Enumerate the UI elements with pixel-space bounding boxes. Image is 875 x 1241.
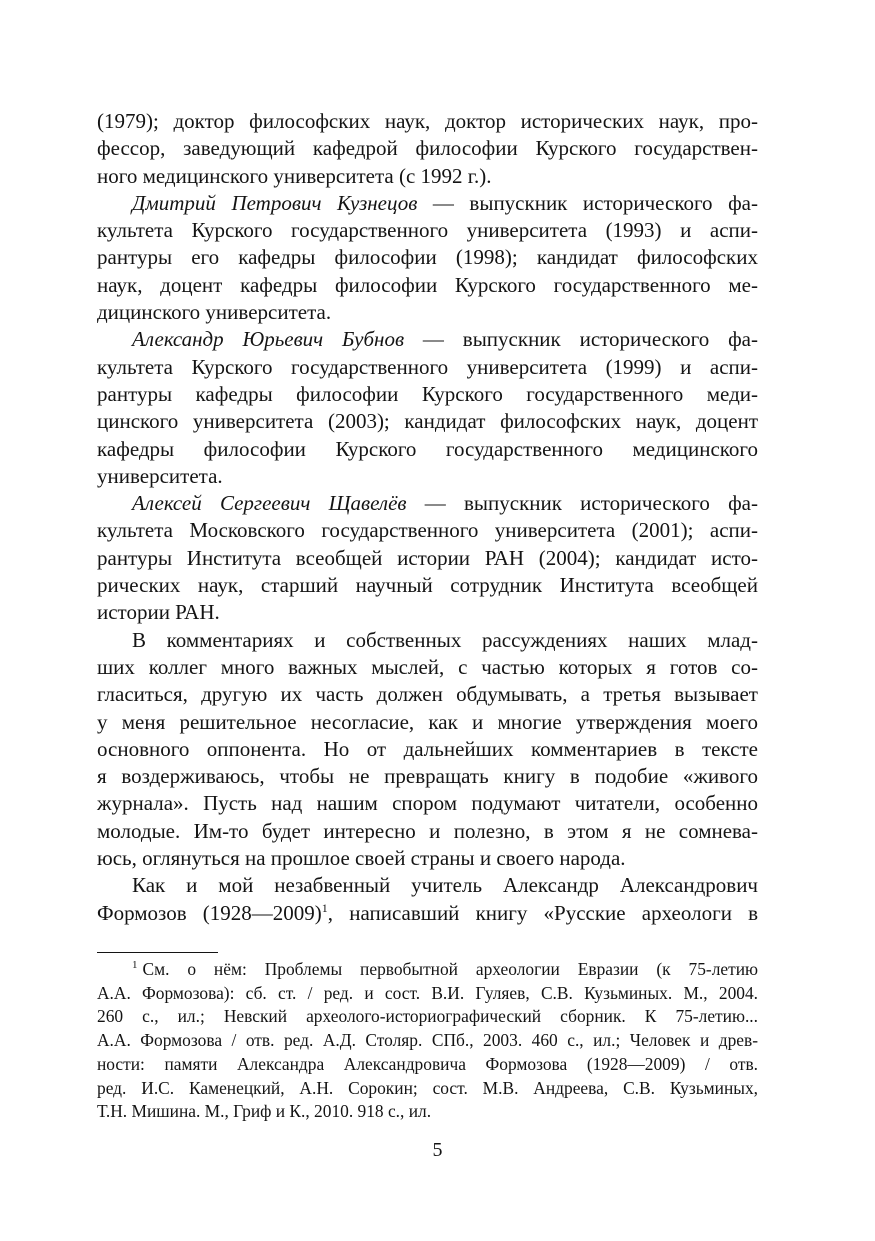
person-name: Алексей Сергеевич Щавелёв bbox=[132, 491, 407, 516]
paragraph bbox=[97, 627, 758, 873]
text-line: Формозов (1928—2009)$^1$, написавший книгу «Русские археологи в bbox=[97, 900, 758, 925]
footnote bbox=[97, 958, 758, 1124]
text-line: дицинского университета. bbox=[97, 300, 332, 325]
footnote-line: А.А. Формозова): сб. ст. / ред. и сост. В.И. Гуляев, С.В. Кузьминых. М., 2004. bbox=[97, 982, 758, 1003]
main-text bbox=[97, 108, 758, 927]
text-line: я воздерживаюсь, чтобы не превращать книгу в подобие «живого bbox=[97, 764, 758, 789]
text-line: культета Курского государственного университета (1993) и аспи- bbox=[97, 218, 758, 243]
paragraph bbox=[97, 108, 758, 190]
footnote-line: $^1$ См. о нём: Проблемы первобытной археологии Евразии (к 75-летию bbox=[132, 959, 758, 979]
footnote-line: А.А. Формозова / отв. ред. А.Д. Столяр. СПб., 2003. 460 с., ил.; Человек и древ- bbox=[97, 1030, 758, 1051]
text-line: культета Московского государственного университета (2001); аспи- bbox=[97, 518, 758, 543]
text-line: основного оппонента. Но от дальнейших комментариев в тексте bbox=[97, 736, 758, 761]
text-line: Дмитрий Петрович Кузнецов — выпускник исторического фа- bbox=[132, 190, 758, 215]
text-line: Александр Юрьевич Бубнов — выпускник исторического фа- bbox=[132, 327, 758, 352]
text-line: университета. bbox=[97, 463, 223, 488]
text-line: Алексей Сергеевич Щавелёв — выпускник исторического фа- bbox=[132, 491, 758, 516]
text-line: В комментариях и собственных рассуждениях наших млад- bbox=[132, 627, 758, 652]
person-name: Дмитрий Петрович Кузнецов bbox=[132, 190, 418, 215]
footnote-line: ности: памяти Александра Александровича Формозова (1928—2009) / отв. bbox=[97, 1053, 758, 1074]
text-line: юсь, оглянуться на прошлое своей страны и своего народа. bbox=[97, 846, 626, 871]
text-line: кафедры философии Курского государственного медицинского bbox=[97, 436, 758, 461]
paragraph-bubnov bbox=[97, 326, 758, 490]
text-line: у меня решительное несогласие, как и многие утверждения моего bbox=[97, 709, 758, 734]
text-line: цинского университета (2003); кандидат философских наук, доцент bbox=[97, 409, 758, 434]
footnote-marker[interactable]: 1 bbox=[321, 900, 328, 915]
text-line: (1979); доктор философских наук, доктор исторических наук, про- bbox=[97, 109, 758, 133]
page-number: 5 bbox=[432, 1139, 443, 1161]
text-line: культета Курского государственного университета (1999) и аспи- bbox=[97, 354, 758, 379]
text-line: рантуры его кафедры философии (1998); кандидат философских bbox=[97, 245, 758, 270]
text-line: рантуры кафедры философии Курского государственного меди- bbox=[97, 381, 758, 406]
text-line: фессор, заведующий кафедрой философии Курского государствен- bbox=[97, 136, 758, 161]
footnote-divider bbox=[97, 952, 218, 953]
text-line: истории РАН. bbox=[97, 600, 220, 625]
footnote-number: 1 bbox=[132, 959, 138, 972]
text-line: журнала». Пусть над нашим спором подумают читатели, особенно bbox=[97, 791, 758, 816]
text-line: наук, доцент кафедры философии Курского государственного ме- bbox=[97, 272, 758, 297]
text-line: рантуры Института всеобщей истории РАН (2004); кандидат исто- bbox=[97, 545, 758, 570]
text-line: Как и мой незабвенный учитель Александр Александрович bbox=[132, 873, 758, 898]
footnote-line: ред. И.С. Каменецкий, А.Н. Сорокин; сост. М.В. Андреева, С.В. Кузьминых, bbox=[97, 1077, 758, 1098]
text-line: рических наук, старший научный сотрудник Института всеобщей bbox=[97, 573, 758, 598]
text-line: молодые. Им-то будет интересно и полезно, в этом я не сомнева- bbox=[97, 818, 758, 843]
text-line: ного медицинского университета (с 1992 г.). bbox=[97, 163, 492, 188]
paragraph-kuznetsov bbox=[97, 190, 758, 326]
footnote-line: 260 с., ил.; Невский археолого-историографический сборник. К 75-летию... bbox=[97, 1006, 758, 1027]
paragraph bbox=[97, 872, 758, 927]
paragraph-shchavelev bbox=[97, 490, 758, 626]
footnote-line: Т.Н. Мишина. М., Гриф и К., 2010. 918 с., ил. bbox=[97, 1101, 432, 1122]
person-name: Александр Юрьевич Бубнов bbox=[132, 327, 405, 352]
text-line: ших коллег много важных мыслей, с частью которых я готов со- bbox=[97, 654, 758, 679]
text-line: гласиться, другую их часть должен обдумывать, а третья вызывает bbox=[97, 682, 758, 707]
